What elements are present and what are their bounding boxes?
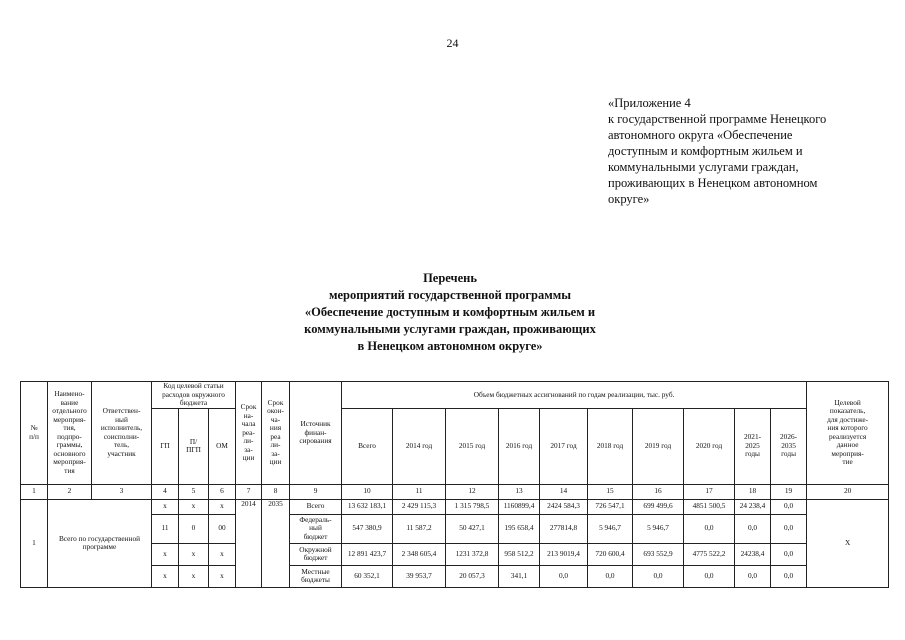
header-code-pgp: П/ ПГП (179, 408, 209, 484)
appendix-note (608, 95, 868, 207)
column-number: 12 (446, 484, 499, 499)
header-code-om: ОМ (209, 408, 236, 484)
title-line: в Ненецком автономном округе» (357, 339, 543, 353)
header-year: 2019 год (633, 408, 684, 484)
header-start: Срок на- чала реа- ли- за- ции (236, 382, 262, 485)
column-number: 2 (48, 484, 92, 499)
appendix-line: округе» (608, 192, 650, 206)
header-year: Всего (342, 408, 393, 484)
value-cell: 0,0 (684, 514, 735, 543)
code-om-cell: х (209, 499, 236, 514)
value-cell: 1 315 798,5 (446, 499, 499, 514)
header-volume: Объем бюджетных ассигнований по годам реализации, тыс. руб. (342, 382, 807, 409)
header-year: 2016 год (499, 408, 540, 484)
header-year: 2017 год (540, 408, 588, 484)
value-cell: 5 946,7 (588, 514, 633, 543)
value-cell: 60 352,1 (342, 565, 393, 587)
title-line: коммунальными услугами граждан, проживающих (304, 322, 596, 336)
code-om-cell: х (209, 565, 236, 587)
column-number: 18 (735, 484, 771, 499)
value-cell: 13 632 183,1 (342, 499, 393, 514)
column-number: 10 (342, 484, 393, 499)
column-number: 8 (262, 484, 290, 499)
value-cell: 213 9019,4 (540, 543, 588, 565)
value-cell: 0,0 (771, 514, 807, 543)
appendix-line: к государственной программе Ненецкого (608, 112, 827, 126)
header-end: Срок окон- ча- ния реа ли- за- ции (262, 382, 290, 485)
table-row (21, 543, 889, 565)
group-name: Всего по государственной программе (48, 499, 152, 587)
title-line: Перечень (423, 271, 477, 285)
appendix-line: проживающих в Ненецком автономном (608, 176, 818, 190)
appendix-line: «Приложение 4 (608, 96, 691, 110)
value-cell: 958 512,2 (499, 543, 540, 565)
appendix-line: автономного округа «Обеспечение (608, 128, 793, 142)
column-number: 13 (499, 484, 540, 499)
column-number: 16 (633, 484, 684, 499)
value-cell: 341,1 (499, 565, 540, 587)
column-number: 5 (179, 484, 209, 499)
end-year: 2035 (262, 499, 290, 587)
column-number: 17 (684, 484, 735, 499)
code-pgp-cell: х (179, 499, 209, 514)
value-cell: 4775 522,2 (684, 543, 735, 565)
source-cell: Местные бюджеты (290, 565, 342, 587)
column-number: 1 (21, 484, 48, 499)
column-number: 14 (540, 484, 588, 499)
code-om-cell: 00 (209, 514, 236, 543)
value-cell: 0,0 (771, 565, 807, 587)
group-number: 1 (21, 499, 48, 587)
title-line: мероприятий государственной программы (328, 288, 572, 302)
value-cell: 0,0 (771, 543, 807, 565)
value-cell: 726 547,1 (588, 499, 633, 514)
column-number: 15 (588, 484, 633, 499)
code-gp-cell: х (152, 565, 179, 587)
code-pgp-cell: х (179, 543, 209, 565)
header-num: № п/п (21, 382, 48, 485)
value-cell: 24238,4 (735, 543, 771, 565)
header-year: 2014 год (393, 408, 446, 484)
appendix-line: коммунальными услугами граждан, (608, 160, 799, 174)
value-cell: 0,0 (735, 565, 771, 587)
value-cell: 0,0 (771, 499, 807, 514)
header-year: 2026- 2035 годы (771, 408, 807, 484)
table-row (21, 514, 889, 543)
value-cell: 24 238,4 (735, 499, 771, 514)
value-cell: 5 946,7 (633, 514, 684, 543)
title-line: «Обеспечение доступным и комфортным жильем и (304, 305, 596, 319)
header-year: 2015 год (446, 408, 499, 484)
code-gp-cell: 11 (152, 514, 179, 543)
header-code-gp: ГП (152, 408, 179, 484)
source-cell: Федераль- ный бюджет (290, 514, 342, 543)
value-cell: 0,0 (735, 514, 771, 543)
value-cell: 2 429 115,3 (393, 499, 446, 514)
value-cell: 2424 584,3 (540, 499, 588, 514)
header-code: Код целевой статьи расходов окружного бюджета (152, 382, 236, 409)
header-year: 2021- 2025 годы (735, 408, 771, 484)
column-number: 7 (236, 484, 262, 499)
code-pgp-cell: х (179, 565, 209, 587)
code-om-cell: х (209, 543, 236, 565)
value-cell: 0,0 (684, 565, 735, 587)
column-number: 4 (152, 484, 179, 499)
value-cell: 20 057,3 (446, 565, 499, 587)
source-cell: Окружной бюджет (290, 543, 342, 565)
table-row (21, 499, 889, 514)
code-gp-cell: х (152, 499, 179, 514)
value-cell: 2 348 605,4 (393, 543, 446, 565)
appendix-line: доступным и комфортным жильем и (608, 144, 803, 158)
value-cell: 39 953,7 (393, 565, 446, 587)
value-cell: 12 891 423,7 (342, 543, 393, 565)
column-number: 19 (771, 484, 807, 499)
header-name: Наимено- вание отдельного мероприя- тия, подпро- граммы, основного мероприя- тия (48, 382, 92, 485)
value-cell: 11 587,2 (393, 514, 446, 543)
source-cell: Всего (290, 499, 342, 514)
header-source: Источник финан- сирования (290, 382, 342, 485)
column-number: 11 (393, 484, 446, 499)
value-cell: 1231 372,8 (446, 543, 499, 565)
measures-table (20, 381, 889, 588)
value-cell: 693 552,9 (633, 543, 684, 565)
value-cell: 277814,8 (540, 514, 588, 543)
value-cell: 50 427,1 (446, 514, 499, 543)
code-gp-cell: х (152, 543, 179, 565)
column-number: 3 (92, 484, 152, 499)
value-cell: 720 600,4 (588, 543, 633, 565)
header-executor: Ответствен- ный исполнитель, соисполни- тель, участник (92, 382, 152, 485)
header-year: 2018 год (588, 408, 633, 484)
page-number: 24 (446, 36, 459, 50)
header-target: Целевой показатель, для достиже- ния которого реализуется данное мероприя- тие (807, 382, 889, 485)
value-cell: 4851 500,5 (684, 499, 735, 514)
document-title (250, 270, 650, 355)
target-cell: Х (807, 499, 889, 587)
column-number: 9 (290, 484, 342, 499)
value-cell: 0,0 (588, 565, 633, 587)
header-year: 2020 год (684, 408, 735, 484)
code-pgp-cell: 0 (179, 514, 209, 543)
column-number: 20 (807, 484, 889, 499)
value-cell: 0,0 (633, 565, 684, 587)
table-row (21, 565, 889, 587)
value-cell: 547 380,9 (342, 514, 393, 543)
value-cell: 0,0 (540, 565, 588, 587)
column-number: 6 (209, 484, 236, 499)
value-cell: 699 499,6 (633, 499, 684, 514)
value-cell: 1160899,4 (499, 499, 540, 514)
value-cell: 195 658,4 (499, 514, 540, 543)
start-year: 2014 (236, 499, 262, 587)
